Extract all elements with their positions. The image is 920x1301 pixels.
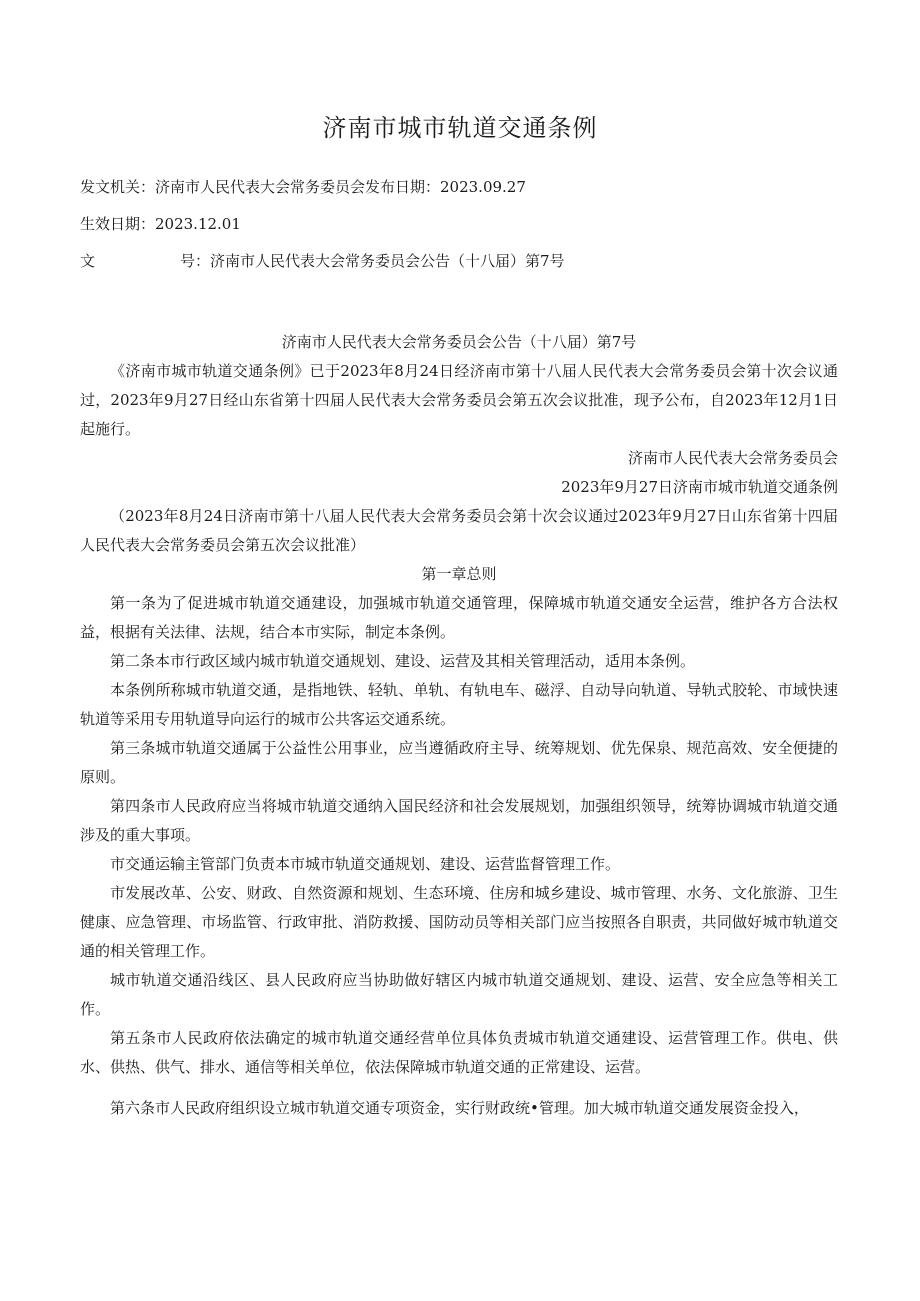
article-paragraph: 第三条城市轨道交通属于公益性公用事业，应当遵循政府主导、统筹规划、优先保泉、规范高效、安全便捷的原则。 [80, 739, 838, 786]
article-paragraph: 市交通运输主管部门负责本市城市轨道交通规划、建设、运营监督管理工作。 [110, 855, 621, 873]
chapter-heading: 第一章总则 [421, 565, 497, 583]
article-paragraph: 城市轨道交通沿线区、县人民政府应当协助做好辖区内城市轨道交通规划、建设、运营、安全应急等相关工作。 [80, 971, 838, 1018]
doc-number-value: 号：济南市人民代表大会常务委员会公告（十八届）第7号 [180, 252, 565, 270]
adoption-note: （2023年8月24日济南市第十八届人民代表大会常务委员会第十次会议通过2023年9月27日山东省第十四届人民代表大会常务委员会第五次会议批准） [80, 507, 838, 554]
article-paragraph: 本条例所称城市轨道交通，是指地铁、轻轨、单轨、有轨电车、磁浮、自动导向轨道、导轨式胶轮、市域快速轨道等采用专用轨道导向运行的城市公共客运交通系统。 [80, 681, 838, 728]
effective-date-line: 生效日期：2023.12.01 [80, 215, 241, 233]
document-body [80, 328, 838, 1123]
document-title: 济南市城市轨道交通条例 [322, 114, 598, 142]
issuer-line: 发文机关：济南市人民代表大会常务委员会发布日期：2023.09.27 [80, 178, 526, 196]
doc-number-label: 文 [80, 252, 96, 270]
article-paragraph: 第二条本市行政区域内城市轨道交通规划、建设、运营及其相关管理活动，适用本条例。 [110, 652, 696, 670]
signature-issuer: 济南市人民代表大会常务委员会 [627, 449, 838, 467]
article-paragraph: 第一条为了促进城市轨道交通建设，加强城市轨道交通管理，保障城市轨道交通安全运营，维护各方合法权益，根据有关法律、法规，结合本市实际，制定本条例。 [80, 594, 838, 641]
article-paragraph: 市发展改革、公安、财政、自然资源和规划、生态环境、住房和城乡建设、城市管理、水务、文化旅游、卫生健康、应急管理、市场监管、行政审批、消防救援、国防动员等相关部门应当按照各自职责，共同做好城市轨道交通的相关管理工作。 [80, 884, 838, 960]
announcement-paragraph: 《济南市城市轨道交通条例》已于2023年8月24日经济南市第十八届人民代表大会常务委员会第十次会议通过，2023年9月27日经山东省第十四届人民代表大会常务委员会第五次会议批准，现予公布，自2023年12月1日起施行。 [80, 362, 838, 438]
article-paragraph: 第四条市人民政府应当将城市轨道交通纳入国民经济和社会发展规划，加强组织领导，统筹协调城市轨道交通涉及的重大事项。 [80, 797, 838, 844]
article-paragraph: 第六条市人民政府组织设立城市轨道交通专项资金，实行财政统•管理。加大城市轨道交通发展资金投入， [110, 1099, 809, 1117]
article-paragraph: 第五条市人民政府依法确定的城市轨道交通经营单位具体负责城市轨道交通建设、运营管理工作。供电、供水、供热、供气、排水、通信等相关单位，依法保障城市轨道交通的正常建设、运营。 [80, 1029, 838, 1076]
announcement-heading: 济南市人民代表大会常务委员会公告（十八届）第7号 [281, 333, 637, 351]
signature-date: 2023年9月27日济南市城市轨道交通条例 [561, 478, 838, 496]
